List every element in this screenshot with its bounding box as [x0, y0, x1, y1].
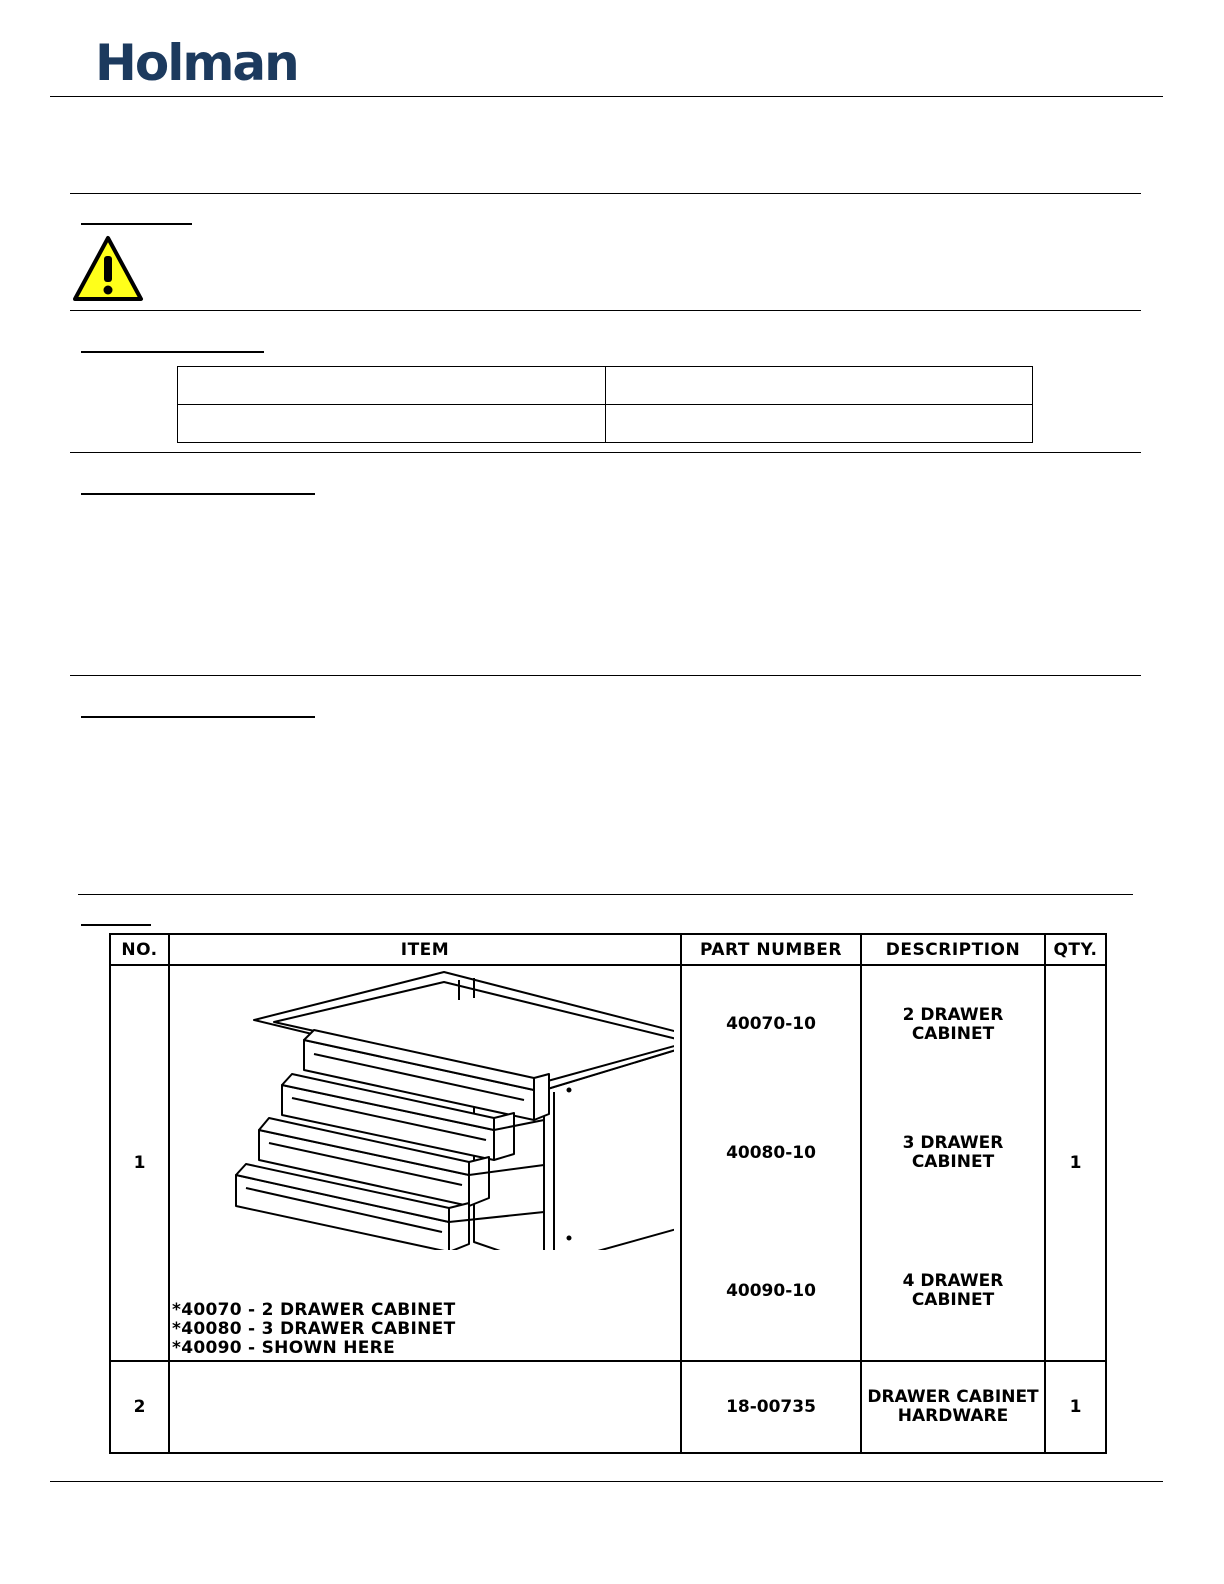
item-note: *40080 - 3 DRAWER CABINET — [172, 1319, 456, 1339]
section-heading-underline — [81, 924, 151, 926]
description-line: CABINET — [911, 1290, 995, 1310]
section-divider — [70, 193, 1141, 194]
warning-icon — [72, 234, 144, 302]
table-row — [178, 405, 1033, 443]
section-heading-underline — [81, 493, 315, 495]
row-item — [169, 1361, 681, 1453]
parts-table — [109, 933, 1107, 1454]
description-line: HARDWARE — [897, 1406, 1009, 1426]
section-divider — [70, 675, 1141, 676]
row-item — [169, 965, 681, 1361]
table-header-row — [110, 934, 1106, 965]
table-row — [110, 1361, 1106, 1453]
row-descriptions — [861, 965, 1045, 1361]
description-line: CABINET — [911, 1152, 995, 1172]
section-divider — [70, 452, 1141, 453]
description-line: DRAWER CABINET — [867, 1387, 1039, 1407]
description-line: 3 DRAWER — [902, 1133, 1004, 1153]
table-row — [178, 367, 1033, 405]
description-line: CABINET — [911, 1024, 995, 1044]
item-notes — [172, 1301, 456, 1358]
spec-cell — [605, 367, 1033, 405]
header-description: DESCRIPTION — [861, 934, 1045, 965]
header-no: NO. — [110, 934, 169, 965]
spec-cell — [178, 405, 606, 443]
row-description — [861, 1361, 1045, 1453]
spec-cell — [605, 405, 1033, 443]
part-number: 18-00735 — [681, 1361, 861, 1453]
section-heading-underline — [81, 223, 192, 225]
section-heading-underline — [81, 351, 264, 353]
description-line: 2 DRAWER — [902, 1005, 1004, 1025]
drawer-cabinet-illustration — [174, 970, 674, 1250]
section-heading-underline — [81, 716, 315, 718]
section-divider — [78, 894, 1133, 895]
item-note: *40070 - 2 DRAWER CABINET — [172, 1300, 456, 1320]
header-item: ITEM — [169, 934, 681, 965]
row-no: 2 — [110, 1361, 169, 1453]
table-row — [110, 965, 1106, 1361]
item-note: *40090 - SHOWN HERE — [172, 1338, 395, 1358]
description-stack — [862, 966, 1044, 1360]
row-qty: 1 — [1045, 1361, 1106, 1453]
header-divider — [50, 96, 1163, 97]
part-number: 40090-10 — [726, 1281, 816, 1301]
row-part-numbers — [681, 965, 861, 1361]
part-number-stack — [682, 966, 860, 1360]
holman-logo: Holman — [95, 34, 298, 92]
description-line: 4 DRAWER — [902, 1271, 1004, 1291]
part-number: 40070-10 — [726, 1014, 816, 1034]
header-qty: QTY. — [1045, 934, 1106, 965]
spec-cell — [178, 367, 606, 405]
footer-divider — [50, 1481, 1163, 1482]
row-qty: 1 — [1045, 965, 1106, 1361]
part-number: 40080-10 — [726, 1143, 816, 1163]
row-no: 1 — [110, 965, 169, 1361]
spec-table — [177, 366, 1033, 443]
section-divider — [70, 310, 1141, 311]
header-part-number: PART NUMBER — [681, 934, 861, 965]
